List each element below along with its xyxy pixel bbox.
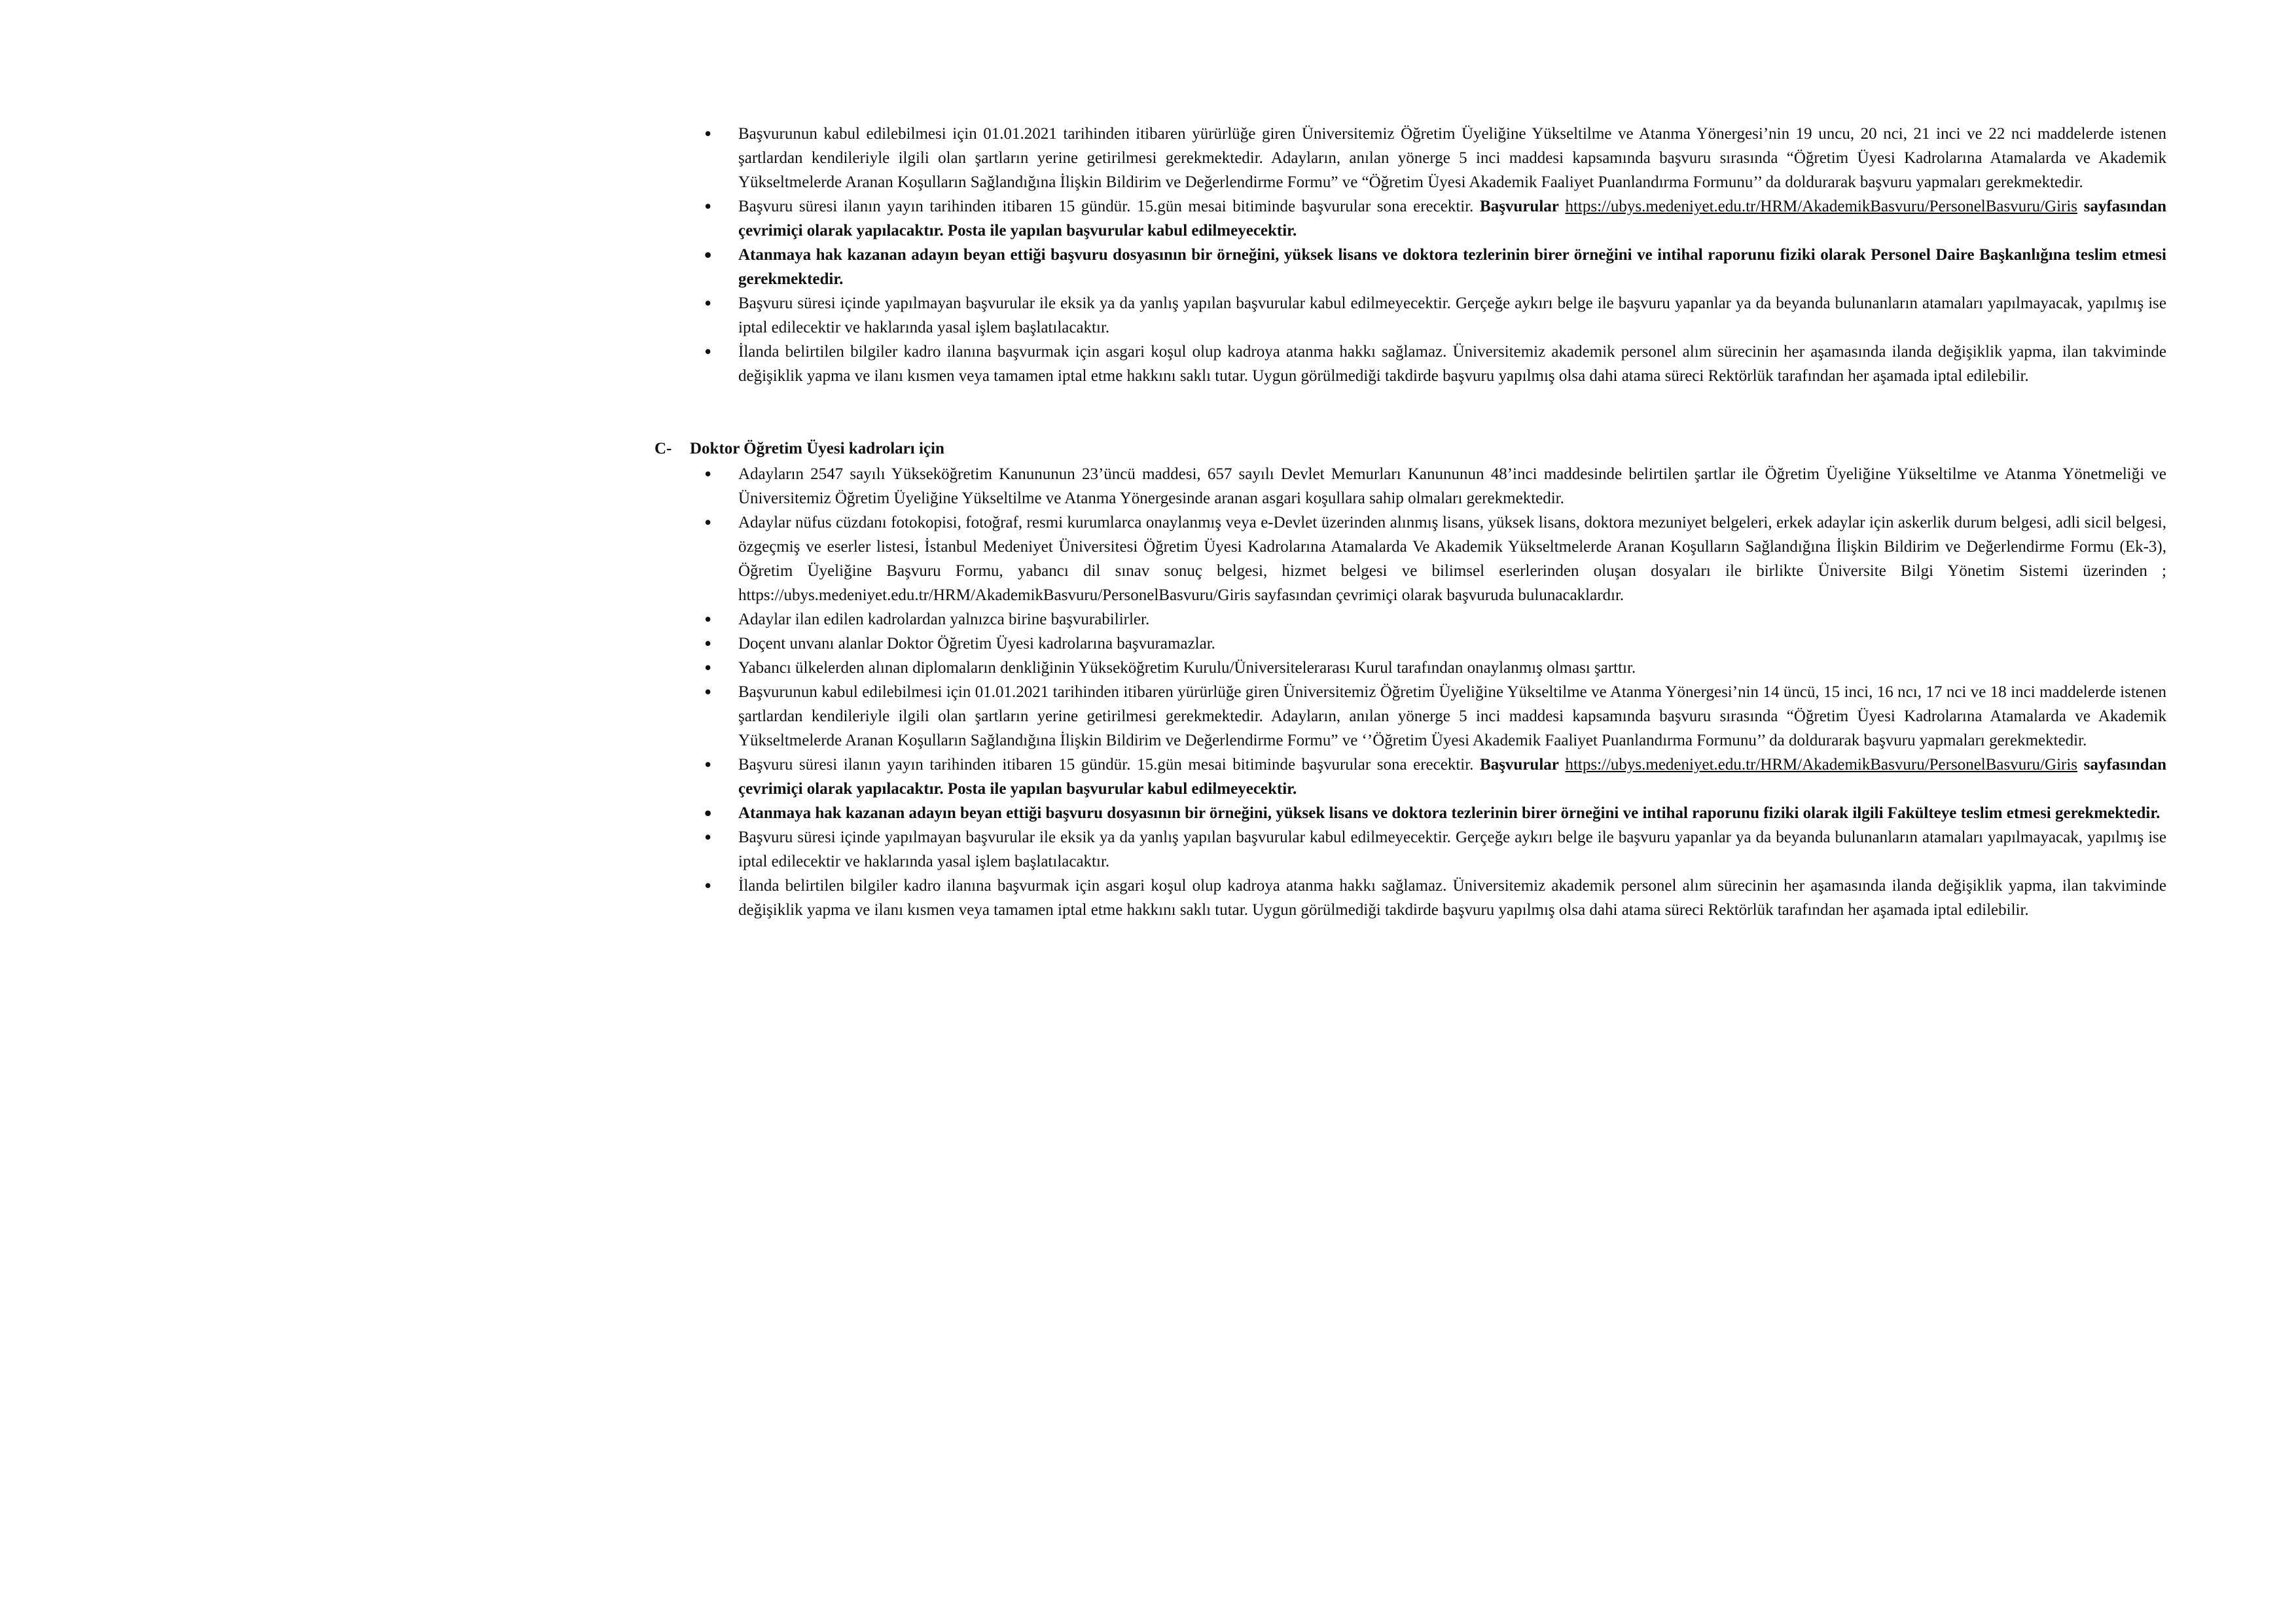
list-item: • Atanmaya hak kazanan adayın beyan ettiği başvuru dosyasının bir örneğini, yüksek lisans ve doktora tezlerinin birer örneğini ve intihal raporunu fiziki olarak Personel Daire Başkanlığına teslim etmesi gerekmektedir.: [655, 243, 2166, 291]
bold-text: sayfasından çevrimiçi olarak yapılacaktır. Posta ile yapılan başvurular kabul edilmeyecektir.: [738, 756, 2167, 798]
section-title: Doktor Öğretim Üyesi kadroları için: [690, 440, 944, 457]
list-item: • Doçent unvanı alanlar Doktor Öğretim Üyesi kadrolarına başvuramazlar.: [655, 632, 2166, 656]
list-item-text: Başvuru süresi ilanın yayın tarihinden itibaren 15 gündür. 15.gün mesai bitiminde başvurular sona erecektir.: [738, 756, 1474, 774]
list-item-text: Başvuru süresi ilanın yayın tarihinden itibaren 15 gündür. 15.gün mesai bitiminde başvurular sona erecektir.: [738, 198, 1474, 215]
list-item: • Adayların 2547 sayılı Yükseköğretim Kanununun 23’üncü maddesi, 657 sayılı Devlet Memurları Kanununun 48’inci maddesinde belirtilen şartlar ile Öğretim Üyeliğine Yükseltilme ve Atanma Yönetmeliği ve Üniversitemiz Öğretim Üyeliğine Yükseltilme ve Atanma Yönergesinde aranan asgari koşullara sahip olmaları gerekmektedir.: [655, 462, 2166, 510]
list-item: • Başvurunun kabul edilebilmesi için 01.01.2021 tarihinden itibaren yürürlüğe giren Üniversitemiz Öğretim Üyeliğine Yükseltilme ve Atanma Yönergesi’nin 14 üncü, 15 inci, 16 ncı, 17 nci ve 18 inci maddelerde istenen şartlardan kendileriyle ilgili olan şartların yerine getirilmesi gerekmektedir. Adayların, anılan yönerge 5 inci maddesi kapsamında başvuru sırasında “Öğretim Üyesi Kadrolarına Atamalarda ve Akademik Yükseltmelerde Aranan Koşulların Sağlandığına İlişkin Bildirim ve Değerlendirme Formu” ve ‘’Öğretim Üyesi Akademik Faaliyet Puanlandırma Formunu’’ da doldurarak başvuru yapmaları gerekmektedir.: [655, 680, 2166, 753]
section-letter: C-: [655, 440, 672, 457]
section-c-list: [655, 462, 2166, 922]
list-item: • Başvurunun kabul edilebilmesi için 01.01.2021 tarihinden itibaren yürürlüğe giren Üniversitemiz Öğretim Üyeliğine Yükseltilme ve Atanma Yönergesi’nin 19 uncu, 20 nci, 21 inci ve 22 nci maddelerde istenen şartlardan kendileriyle ilgili olan şartların yerine getirilmesi gerekmektedir. Adayların, anılan yönerge 5 inci maddesi kapsamında başvuru sırasında “Öğretim Üyesi Kadrolarına Atamalarda ve Akademik Yükseltmelerde Aranan Koşulların Sağlandığına İlişkin Bildirim ve Değerlendirme Formu” ve “Öğretim Üyesi Akademik Faaliyet Puanlandırma Formunu’’ da doldurarak başvuru yapmaları gerekmektedir.: [655, 122, 2166, 194]
application-link[interactable]: https://ubys.medeniyet.edu.tr/HRM/AkademikBasvuru/PersonelBasvuru/Giris: [1565, 756, 2078, 774]
list-item: • İlanda belirtilen bilgiler kadro ilanına başvurmak için asgari koşul olup kadroya atanma hakkı sağlamaz. Üniversitemiz akademik personel alım sürecinin her aşamasında ilanda değişiklik yapma, ilan takviminde değişiklik yapma ve ilanı kısmen veya tamamen iptal etme hakkını saklı tutar. Uygun görülmediği takdirde başvuru yapılmış olsa dahi atama süreci Rektörlük tarafından her aşamada iptal edilebilir.: [655, 874, 2166, 922]
list-item: • Adaylar nüfus cüzdanı fotokopisi, fotoğraf, resmi kurumlarca onaylanmış veya e-Devlet üzerinden alınmış lisans, yüksek lisans, doktora mezuniyet belgeleri, erkek adaylar için askerlik durum belgesi, adli sicil belgesi, özgeçmiş ve eserler listesi, İstanbul Medeniyet Üniversitesi Öğretim Üyesi Kadrolarına Atamalarda Ve Akademik Yükseltmelerde Aranan Koşulların Sağlandığına İlişkin Bildirim ve Değerlendirme Formu (Ek-3), Öğretim Üyeliğine Başvuru Formu, yabancı dil sınav sonuç belgesi, hizmet belgesi ve bilimsel eserlerinden oluşan dosyaları ile birlikte Üniversite Bilgi Yönetim Sistemi üzerinden ; https://ubys.medeniyet.edu.tr/HRM/AkademikBasvuru/PersonelBasvuru/Giris sayfasından çevrimiçi olarak başvuruda bulunacaklardır.: [655, 510, 2166, 607]
section-b-list: [655, 122, 2166, 388]
section-c-heading: [655, 437, 2166, 461]
application-link[interactable]: https://ubys.medeniyet.edu.tr/HRM/AkademikBasvuru/PersonelBasvuru/Giris: [1565, 198, 2078, 215]
list-item: [655, 194, 2166, 243]
list-item: • Başvuru süresi içinde yapılmayan başvurular ile eksik ya da yanlış yapılan başvurular kabul edilmeyecektir. Gerçeğe aykırı belge ile başvuru yapanlar ya da beyanda bulunanların atamaları yapılmayacak, yapılmış ise iptal edilecektir ve haklarında yasal işlem başlatılacaktır.: [655, 825, 2166, 874]
bold-text: Başvurular: [1480, 198, 1559, 215]
list-item: • Adaylar ilan edilen kadrolardan yalnızca birine başvurabilirler.: [655, 607, 2166, 632]
list-item: • Yabancı ülkelerden alınan diplomaların denkliğinin Yükseköğretim Kurulu/Üniversitelerarası Kurul tarafından onaylanmış olması şarttır.: [655, 656, 2166, 680]
list-item: [655, 753, 2166, 801]
bold-text: sayfasından çevrimiçi olarak yapılacaktır. Posta ile yapılan başvurular kabul edilmeyecektir.: [738, 198, 2167, 240]
list-item: • İlanda belirtilen bilgiler kadro ilanına başvurmak için asgari koşul olup kadroya atanma hakkı sağlamaz. Üniversitemiz akademik personel alım sürecinin her aşamasında ilanda değişiklik yapma, ilan takviminde değişiklik yapma ve ilanı kısmen veya tamamen iptal etme hakkını saklı tutar. Uygun görülmediği takdirde başvuru yapılmış olsa dahi atama süreci Rektörlük tarafından her aşamada iptal edilebilir.: [655, 340, 2166, 388]
list-item: • Atanmaya hak kazanan adayın beyan ettiği başvuru dosyasının bir örneğini, yüksek lisans ve doktora tezlerinin birer örneğini ve intihal raporunu fiziki olarak ilgili Fakülteye teslim etmesi gerekmektedir.: [655, 801, 2166, 825]
list-item: • Başvuru süresi içinde yapılmayan başvurular ile eksik ya da yanlış yapılan başvurular kabul edilmeyecektir. Gerçeğe aykırı belge ile başvuru yapanlar ya da beyanda bulunanların atamaları yapılmayacak, yapılmış ise iptal edilecektir ve haklarında yasal işlem başlatılacaktır.: [655, 291, 2166, 340]
bold-text: Başvurular: [1480, 756, 1559, 774]
document-body: [655, 122, 2166, 922]
